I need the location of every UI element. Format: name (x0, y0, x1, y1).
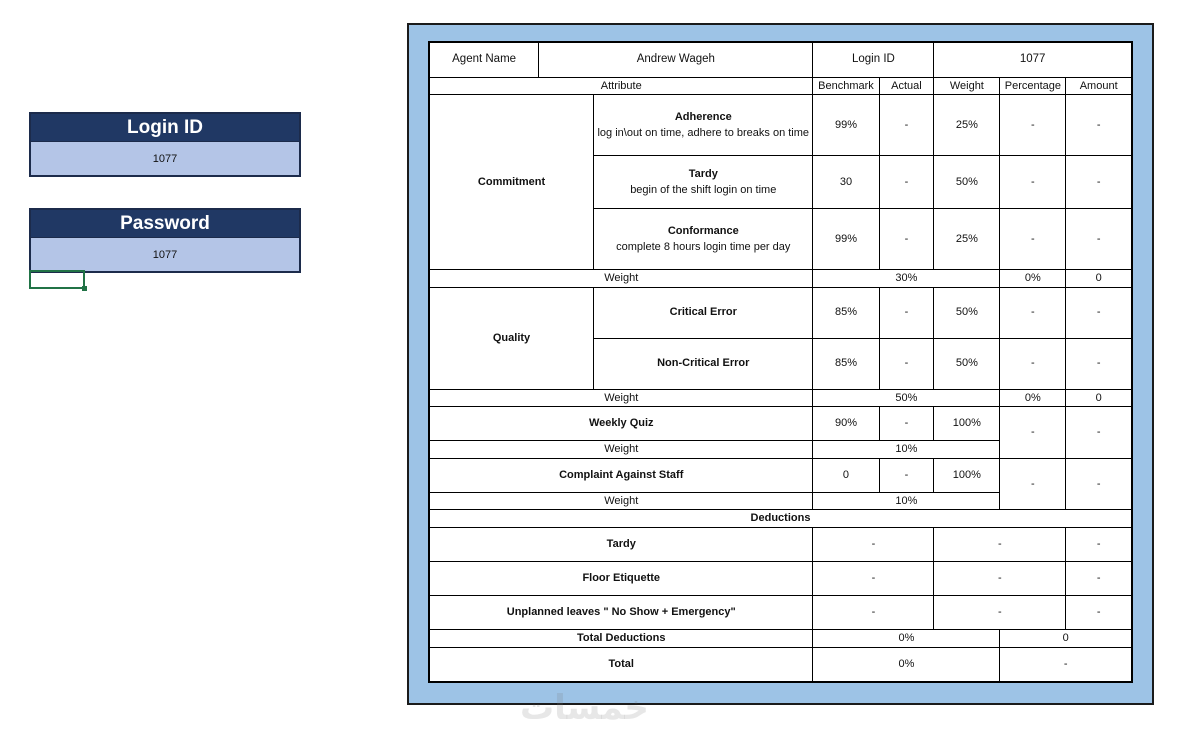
quality-weight-row (429, 389, 1132, 407)
deduction-tardy-b: - (934, 528, 1066, 562)
column-header-row (429, 77, 1132, 95)
commitment-weight-label: Weight (429, 270, 813, 288)
deduction-tardy-row (429, 528, 1132, 562)
deductions-header-row (429, 510, 1132, 528)
fill-handle[interactable] (82, 286, 87, 291)
col-actual: Actual (879, 77, 934, 95)
tardy-name: Tardy (688, 167, 718, 180)
commitment-amount: 0 (1066, 270, 1132, 288)
login-id-title: Login ID (31, 114, 299, 142)
conformance-attribute (594, 209, 813, 270)
deduction-leaves-row (429, 596, 1132, 630)
complaint-amount: - (1066, 458, 1132, 510)
tardy-amount: - (1066, 156, 1132, 209)
weekly-quiz-weight-value: 10% (813, 441, 1000, 459)
weekly-quiz-name: Weekly Quiz (429, 407, 813, 441)
total-deductions-percentage: 0% (813, 630, 1000, 648)
adherence-attribute (594, 95, 813, 156)
quality-weight-label: Weight (429, 389, 813, 407)
adherence-name: Adherence (674, 110, 732, 123)
critical-error-benchmark: 85% (813, 287, 879, 338)
weekly-quiz-benchmark: 90% (813, 407, 879, 441)
total-deductions-label: Total Deductions (429, 630, 813, 648)
tardy-attribute (594, 156, 813, 209)
weekly-quiz-row (429, 407, 1132, 441)
conformance-actual[interactable]: - (879, 209, 934, 270)
tardy-benchmark: 30 (813, 156, 879, 209)
critical-error-amount: - (1066, 287, 1132, 338)
adherence-weight: 25% (934, 95, 1000, 156)
col-percentage: Percentage (1000, 77, 1066, 95)
non-critical-error-name: Non-Critical Error (594, 338, 813, 389)
non-critical-error-weight: 50% (934, 338, 1000, 389)
agent-name-label: Agent Name (429, 42, 539, 77)
total-amount: - (1000, 648, 1132, 682)
non-critical-error-benchmark: 85% (813, 338, 879, 389)
commitment-weight-value: 30% (813, 270, 1000, 288)
deduction-floor-c: - (1066, 562, 1132, 596)
conformance-amount: - (1066, 209, 1132, 270)
col-attribute: Attribute (429, 77, 813, 95)
weekly-quiz-percentage: - (1000, 407, 1066, 459)
complaint-weight-value: 10% (813, 492, 1000, 510)
non-critical-error-percentage: - (1000, 338, 1066, 389)
tardy-actual[interactable]: - (879, 156, 934, 209)
quality-amount: 0 (1066, 389, 1132, 407)
total-row (429, 648, 1132, 682)
adherence-percentage: - (1000, 95, 1066, 156)
col-amount: Amount (1066, 77, 1132, 95)
tardy-percentage: - (1000, 156, 1066, 209)
deduction-leaves-b: - (934, 596, 1066, 630)
scorecard-table (428, 41, 1133, 683)
deduction-leaves-c: - (1066, 596, 1132, 630)
col-benchmark: Benchmark (813, 77, 879, 95)
deduction-tardy-c: - (1066, 528, 1132, 562)
adherence-amount: - (1066, 95, 1132, 156)
deductions-title: Deductions (429, 510, 1132, 528)
critical-error-weight: 50% (934, 287, 1000, 338)
critical-error-percentage: - (1000, 287, 1066, 338)
weekly-quiz-weight: 100% (934, 407, 1000, 441)
total-percentage: 0% (813, 648, 1000, 682)
quality-weight-value: 50% (813, 389, 1000, 407)
login-id-value[interactable]: 1077 (31, 142, 299, 175)
quality-group-label: Quality (429, 287, 594, 389)
deduction-tardy-a[interactable]: - (813, 528, 934, 562)
deduction-floor-a[interactable]: - (813, 562, 934, 596)
deduction-leaves-a[interactable]: - (813, 596, 934, 630)
tardy-weight: 50% (934, 156, 1000, 209)
commitment-group-label: Commitment (429, 95, 594, 270)
total-deductions-row (429, 630, 1132, 648)
password-card (29, 208, 301, 273)
adherence-row (429, 95, 1132, 156)
weekly-quiz-actual[interactable]: - (879, 407, 934, 441)
col-weight: Weight (934, 77, 1000, 95)
critical-error-actual[interactable]: - (879, 287, 934, 338)
login-id-label: Login ID (813, 42, 934, 77)
deduction-floor-row (429, 562, 1132, 596)
agent-info-row (429, 42, 1132, 77)
commitment-percentage: 0% (1000, 270, 1066, 288)
complaint-percentage: - (1000, 458, 1066, 510)
agent-name-value[interactable]: Andrew Wageh (539, 42, 813, 77)
deduction-leaves-name: Unplanned leaves " No Show + Emergency" (429, 596, 813, 630)
quality-percentage: 0% (1000, 389, 1066, 407)
weekly-quiz-amount: - (1066, 407, 1132, 459)
login-id-card (29, 112, 301, 177)
complaint-benchmark: 0 (813, 458, 879, 492)
watermark-logo: خمسات (520, 689, 649, 727)
deduction-floor-name: Floor Etiquette (429, 562, 813, 596)
complaint-actual[interactable]: - (879, 458, 934, 492)
weekly-quiz-weight-label: Weight (429, 441, 813, 459)
conformance-percentage: - (1000, 209, 1066, 270)
selected-cell[interactable] (29, 270, 85, 289)
tardy-desc: begin of the shift login on time (630, 184, 777, 196)
complaint-name: Complaint Against Staff (429, 458, 813, 492)
complaint-weight-label: Weight (429, 492, 813, 510)
conformance-name: Conformance (667, 224, 739, 237)
non-critical-error-actual[interactable]: - (879, 338, 934, 389)
login-id-field[interactable]: 1077 (934, 42, 1132, 77)
password-title: Password (31, 210, 299, 238)
adherence-actual[interactable]: - (879, 95, 934, 156)
adherence-benchmark: 99% (813, 95, 879, 156)
complaint-row (429, 458, 1132, 492)
total-deductions-amount: 0 (1000, 630, 1132, 648)
commitment-weight-row (429, 270, 1132, 288)
critical-error-name: Critical Error (594, 287, 813, 338)
password-value[interactable]: 1077 (31, 238, 299, 271)
conformance-desc: complete 8 hours login time per day (616, 241, 791, 253)
critical-error-row (429, 287, 1132, 338)
deduction-floor-b: - (934, 562, 1066, 596)
conformance-benchmark: 99% (813, 209, 879, 270)
deduction-tardy-name: Tardy (429, 528, 813, 562)
non-critical-error-amount: - (1066, 338, 1132, 389)
total-label: Total (429, 648, 813, 682)
complaint-weight: 100% (934, 458, 1000, 492)
conformance-weight: 25% (934, 209, 1000, 270)
adherence-desc: log in\out on time, adhere to breaks on time (597, 127, 810, 139)
